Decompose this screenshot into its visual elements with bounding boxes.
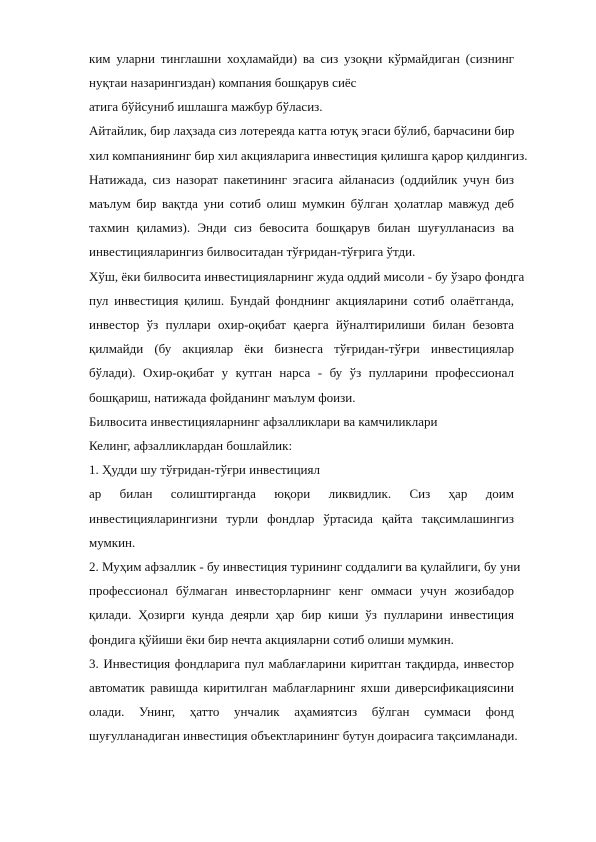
text-line: фондига қўйиши ёки бир нечта акцияларни сотиб олиши мумкин. bbox=[89, 632, 454, 647]
text-line: Келинг, афзалликлардан бошлайлик: bbox=[89, 438, 293, 453]
text-line: ким уларни тинглашни хоҳламайди) ва сиз узоқни кўрмайдиган (сизнинг bbox=[89, 51, 514, 66]
text-line: бошқариш, натижада фойданинг маълум фоизи. bbox=[89, 390, 356, 405]
text-line: олади. Унинг, ҳатто унчалик аҳамиятсиз бўлган суммаси фонд bbox=[89, 704, 514, 719]
text-line: атига бўйсуниб ишлашга мажбур бўласиз. bbox=[89, 99, 323, 114]
text-line: мумкин. bbox=[89, 535, 136, 550]
text-line: маълум бир вақтда уни сотиб олиш мумкин бўлган ҳолатлар мавжуд деб bbox=[89, 196, 514, 211]
text-line: автоматик равишда киритилган маблағларнинг яхши диверсификациясини bbox=[89, 680, 514, 695]
text-line: инвестицияларингизни турли фондлар ўртасида қайта тақсимлашингиз bbox=[89, 511, 514, 526]
text-line: 1. Ҳудди шу тўғридан-тўғри инвестициял bbox=[89, 462, 320, 477]
text-line: инвестицияларингиз билвоситадан тўғридан-тўғрига ўтди. bbox=[89, 244, 416, 259]
text-line: 3. Инвестиция фондларига пул маблағларини киритган тақдирда, инвестор bbox=[89, 656, 514, 671]
text-line: хил компаниянинг бир хил акцияларига инвестиция қилишга қарор қилдингиз. bbox=[89, 148, 528, 163]
text-line: Натижада, сиз назорат пакетининг эгасига айланасиз (оддийлик учун биз bbox=[89, 172, 514, 187]
text-line: нуқтаи назарингиздан) компания бошқарув сиёс bbox=[89, 75, 357, 90]
text-line: шуғулланадиган инвестиция объектларининг бутун доирасига тақсимланади. bbox=[89, 728, 518, 743]
text-line: профессионал бўлмаган инвесторларнинг кенг оммаси учун жозибадор bbox=[89, 583, 514, 598]
text-line: бўлади). Охир-оқибат у кутган нарса - бу ўз пулларини профессионал bbox=[89, 365, 514, 380]
text-line: Айтайлик, бир лаҳзада сиз лотереяда катта ютуқ эгаси бўлиб, барчасини бир bbox=[89, 123, 515, 138]
text-line: ар билан солиштирганда юқори ликвидлик. Сиз ҳар доим bbox=[89, 486, 514, 501]
text-line: Хўш, ёки билвосита инвестицияларнинг жуда оддий мисоли - бу ўзаро фондга bbox=[89, 269, 525, 284]
text-line: тахмин қиламиз). Энди сиз бевосита бошқарув билан шуғулланасиз ва bbox=[89, 220, 514, 235]
text-line: 2. Муҳим афзаллик - бу инвестиция турининг соддалиги ва қулайлиги, бу уни bbox=[89, 559, 521, 574]
text-line: қилади. Ҳозирги кунда деярли ҳар бир киши ўз пулларини инвестиция bbox=[89, 607, 514, 622]
text-line: қилмайди (бу акциялар ёки бизнесга тўғридан-тўғри инвестициялар bbox=[89, 341, 514, 356]
text-line: инвестор ўз пуллари охир-оқибат қаерга йўналтирилиши билан безовта bbox=[89, 317, 514, 332]
text-line: Билвосита инвестицияларнинг афзалликлари ва камчиликлари bbox=[89, 414, 438, 429]
text-line: пул инвестиция қилиш. Бундай фонднинг акцияларини сотиб олаётганда, bbox=[89, 293, 514, 308]
